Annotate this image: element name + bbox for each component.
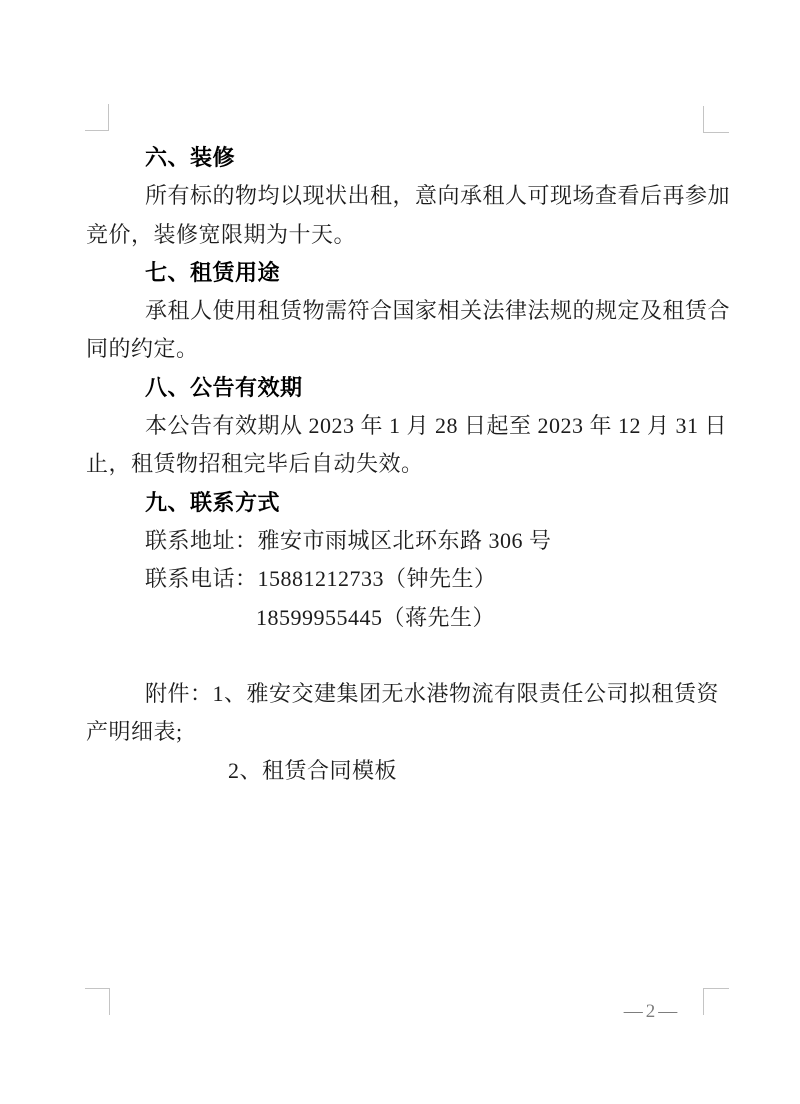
paragraph-lease-purpose-line-1: 承租人使用租赁物需符合国家相关法律法规的规定及租赁合 [145,298,731,324]
paragraph-decoration-line-2: 竞价，装修宽限期为十天。 [86,221,357,247]
contact-address-line: 联系地址：雅安市雨城区北环东路 306 号 [145,527,552,553]
paragraph-validity-line-1: 本公告有效期从 2023 年 1 月 28 日起至 2023 年 12 月 31 日 [145,413,728,439]
attachment-list-line-3: 2、租赁合同模板 [228,757,398,783]
heading-section-9-contact: 九、联系方式 [145,489,281,515]
paragraph-lease-purpose-line-2: 同的约定。 [86,336,199,362]
heading-section-8-validity-period: 八、公告有效期 [145,374,303,400]
corner-mark-bottom-right [703,988,729,1015]
corner-mark-top-left [85,104,109,131]
page-number: —2— [623,1001,681,1022]
attachment-list-line-2: 产明细表; [86,719,183,745]
corner-mark-top-right [703,106,729,133]
paragraph-validity-line-2: 止，租赁物招租完毕后自动失效。 [86,451,424,477]
attachment-list-line-1: 附件：1、雅安交建集团无水港物流有限责任公司拟租赁资 [145,681,720,707]
contact-phone-line-2: 18599955445（蒋先生） [256,604,496,630]
corner-mark-bottom-left [85,988,110,1015]
heading-section-6-decoration: 六、装修 [145,145,236,170]
paragraph-decoration-line-1: 所有标的物均以现状出租，意向承租人可现场查看后再参加 [145,183,731,209]
document-body [86,139,731,790]
contact-phone-line-1: 联系电话：15881212733（钟先生） [145,566,497,592]
heading-section-7-lease-purpose: 七、租赁用途 [145,259,281,285]
